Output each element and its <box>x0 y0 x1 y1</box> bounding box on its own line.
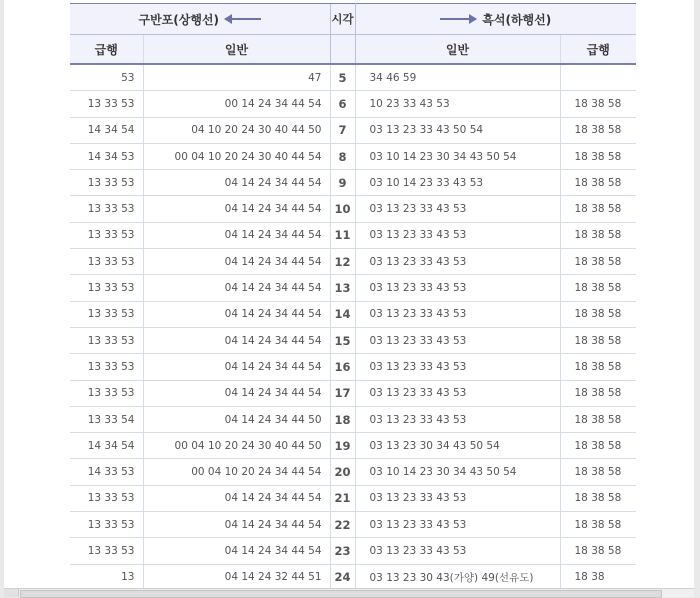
up-general-times: 04 14 24 34 44 54 <box>143 327 330 353</box>
hour-cell: 16 <box>330 354 355 380</box>
down-express-times: 18 38 58 <box>560 433 636 459</box>
down-express-times: 18 38 58 <box>560 485 636 511</box>
down-express-times: 18 38 58 <box>560 406 636 432</box>
up-express-times: 14 34 54 <box>70 117 143 143</box>
up-direction-label: 구반포(상행선) <box>138 12 220 27</box>
down-general-times: 03 13 23 33 43 53 <box>355 327 560 353</box>
up-general-times: 04 14 24 34 44 54 <box>143 538 330 564</box>
down-express-times: 18 38 58 <box>560 301 636 327</box>
timetable-page <box>4 0 694 590</box>
hour-cell: 14 <box>330 301 355 327</box>
timetable-row <box>70 512 636 538</box>
down-express-times: 18 38 58 <box>560 249 636 275</box>
up-general-times: 04 14 24 34 44 54 <box>143 275 330 301</box>
up-express-times: 13 33 53 <box>70 196 143 222</box>
up-express-times: 13 33 53 <box>70 91 143 117</box>
down-express-times: 18 38 58 <box>560 91 636 117</box>
hour-cell: 6 <box>330 91 355 117</box>
down-express-times: 18 38 58 <box>560 170 636 196</box>
down-general-times: 03 10 14 23 33 43 53 <box>355 170 560 196</box>
hour-cell: 23 <box>330 538 355 564</box>
timetable-row <box>70 143 636 169</box>
hour-cell: 11 <box>330 222 355 248</box>
timetable-row <box>70 91 636 117</box>
up-express-times: 13 33 53 <box>70 512 143 538</box>
up-express-header: 급행 <box>70 35 143 65</box>
timetable-row <box>70 459 636 485</box>
up-general-times: 00 04 10 20 24 30 40 44 50 <box>143 433 330 459</box>
hour-cell: 24 <box>330 564 355 590</box>
hour-cell: 7 <box>330 117 355 143</box>
timetable-row <box>70 301 636 327</box>
scroll-thumb[interactable] <box>20 590 662 598</box>
up-general-times: 04 14 24 34 44 54 <box>143 222 330 248</box>
up-general-times: 00 14 24 34 44 54 <box>143 91 330 117</box>
up-express-times: 13 33 53 <box>70 538 143 564</box>
hour-cell: 19 <box>330 433 355 459</box>
timetable-row <box>70 64 636 91</box>
down-express-times: 18 38 58 <box>560 327 636 353</box>
hour-subheader <box>330 35 355 65</box>
subway-timetable <box>70 3 636 591</box>
down-general-times: 03 13 23 33 43 53 <box>355 249 560 275</box>
timetable-row <box>70 275 636 301</box>
hour-cell: 15 <box>330 327 355 353</box>
down-general-times: 03 13 23 33 43 53 <box>355 406 560 432</box>
up-express-times: 13 33 53 <box>70 354 143 380</box>
up-general-times: 47 <box>143 64 330 91</box>
up-express-times: 13 <box>70 564 143 590</box>
timetable-row <box>70 538 636 564</box>
down-general-times: 03 13 23 33 43 53 <box>355 512 560 538</box>
down-express-times: 18 38 58 <box>560 117 636 143</box>
up-general-times: 04 14 24 34 44 54 <box>143 196 330 222</box>
down-general-times: 03 13 23 33 43 53 <box>355 275 560 301</box>
down-general-times: 03 13 23 33 43 53 <box>355 354 560 380</box>
timetable-row <box>70 222 636 248</box>
down-express-times: 18 38 58 <box>560 380 636 406</box>
hour-cell: 5 <box>330 64 355 91</box>
down-express-times: 18 38 <box>560 564 636 590</box>
up-general-times: 00 04 10 20 24 30 40 44 54 <box>143 143 330 169</box>
right-arrow-icon <box>440 14 476 24</box>
up-express-times: 13 33 53 <box>70 170 143 196</box>
direction-header-row <box>70 4 636 35</box>
down-direction-header <box>355 4 636 35</box>
hour-cell: 10 <box>330 196 355 222</box>
up-general-times: 04 14 24 34 44 54 <box>143 301 330 327</box>
type-header-row <box>70 35 636 65</box>
down-general-times: 03 13 23 33 43 50 54 <box>355 117 560 143</box>
hour-cell: 12 <box>330 249 355 275</box>
up-direction-header <box>70 4 330 35</box>
timetable-row <box>70 485 636 511</box>
timetable-row <box>70 406 636 432</box>
down-general-times: 34 46 59 <box>355 64 560 91</box>
up-express-times: 13 33 53 <box>70 275 143 301</box>
hour-cell: 18 <box>330 406 355 432</box>
down-express-times: 18 38 58 <box>560 354 636 380</box>
up-general-times: 04 10 20 24 30 40 44 50 <box>143 117 330 143</box>
up-express-times: 14 34 53 <box>70 143 143 169</box>
down-general-times: 03 13 23 33 43 53 <box>355 485 560 511</box>
timetable-row <box>70 564 636 590</box>
down-express-times: 18 38 58 <box>560 459 636 485</box>
up-general-header: 일반 <box>143 35 330 65</box>
hour-cell: 22 <box>330 512 355 538</box>
timetable-row <box>70 117 636 143</box>
up-express-times: 13 33 54 <box>70 406 143 432</box>
down-general-header: 일반 <box>355 35 560 65</box>
up-express-times: 13 33 53 <box>70 485 143 511</box>
hour-cell: 20 <box>330 459 355 485</box>
timetable-row <box>70 354 636 380</box>
up-express-times: 13 33 53 <box>70 380 143 406</box>
down-general-times: 03 13 23 33 43 53 <box>355 380 560 406</box>
hour-cell: 17 <box>330 380 355 406</box>
down-general-times: 03 13 23 33 43 53 <box>355 196 560 222</box>
up-general-times: 04 14 24 34 44 54 <box>143 249 330 275</box>
down-general-times: 03 13 23 33 43 53 <box>355 222 560 248</box>
hour-cell: 9 <box>330 170 355 196</box>
down-express-times: 18 38 58 <box>560 222 636 248</box>
hour-header: 시각 <box>330 4 355 35</box>
up-general-times: 04 14 24 34 44 54 <box>143 170 330 196</box>
up-general-times: 04 14 24 34 44 54 <box>143 354 330 380</box>
down-express-times: 18 38 58 <box>560 275 636 301</box>
left-arrow-icon <box>225 14 261 24</box>
down-express-times <box>560 64 636 91</box>
timetable-row <box>70 196 636 222</box>
down-express-times: 18 38 58 <box>560 538 636 564</box>
timetable-row <box>70 380 636 406</box>
up-general-times: 04 14 24 34 44 54 <box>143 380 330 406</box>
down-general-times: 03 10 14 23 30 34 43 50 54 <box>355 459 560 485</box>
down-general-times: 03 13 23 33 43 53 <box>355 538 560 564</box>
down-express-times: 18 38 58 <box>560 196 636 222</box>
down-general-times: 03 10 14 23 30 34 43 50 54 <box>355 143 560 169</box>
up-express-times: 13 33 53 <box>70 249 143 275</box>
up-express-times: 14 34 54 <box>70 433 143 459</box>
up-express-times: 53 <box>70 64 143 91</box>
down-general-times: 10 23 33 43 53 <box>355 91 560 117</box>
timetable-row <box>70 327 636 353</box>
up-general-times: 04 14 24 34 44 50 <box>143 406 330 432</box>
up-general-times: 04 14 24 34 44 54 <box>143 512 330 538</box>
down-general-times: 03 13 23 30 34 43 50 54 <box>355 433 560 459</box>
down-express-times: 18 38 58 <box>560 512 636 538</box>
up-express-times: 13 33 53 <box>70 222 143 248</box>
timetable-row <box>70 170 636 196</box>
hour-cell: 13 <box>330 275 355 301</box>
down-express-header: 급행 <box>560 35 636 65</box>
up-general-times: 04 14 24 32 44 51 <box>143 564 330 590</box>
down-general-times: 03 13 23 30 43(가양) 49(선유도) <box>355 564 560 590</box>
timetable-row <box>70 249 636 275</box>
down-general-times: 03 13 23 33 43 53 <box>355 301 560 327</box>
up-express-times: 14 33 53 <box>70 459 143 485</box>
hour-cell: 8 <box>330 143 355 169</box>
hour-cell: 21 <box>330 485 355 511</box>
timetable-row <box>70 433 636 459</box>
up-express-times: 13 33 53 <box>70 301 143 327</box>
up-general-times: 04 14 24 34 44 54 <box>143 485 330 511</box>
up-general-times: 00 04 10 20 24 34 44 54 <box>143 459 330 485</box>
down-direction-label: 흑석(하행선) <box>482 12 552 27</box>
up-express-times: 13 33 53 <box>70 327 143 353</box>
down-express-times: 18 38 58 <box>560 143 636 169</box>
